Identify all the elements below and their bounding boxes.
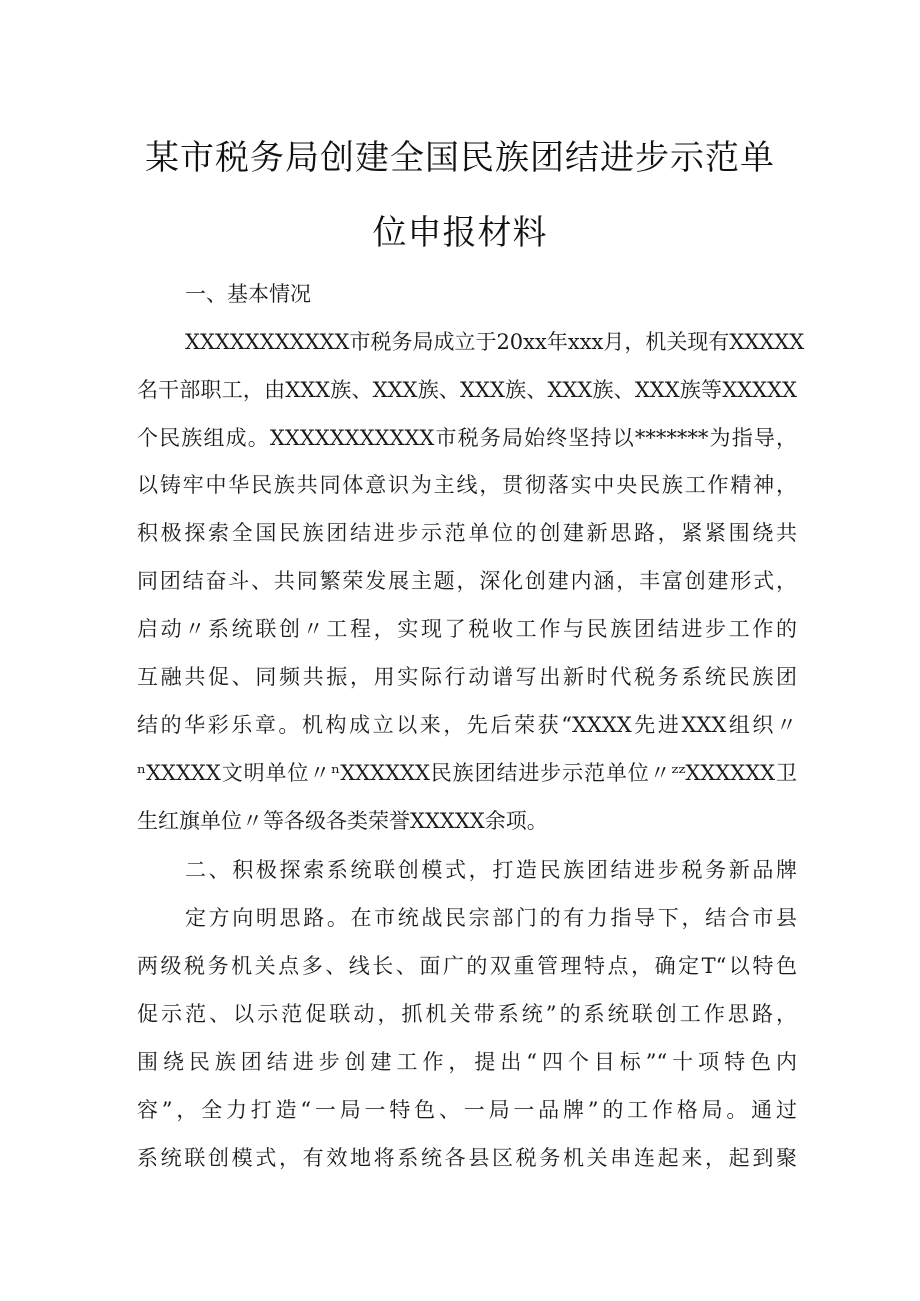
paragraph-line: 互融共促、同频共振，用实际行动谱写出新时代税务系统民族团 bbox=[137, 665, 797, 689]
paragraph-line: XXXXXXXXXXX市税务局成立于20xx年xxx月，机关现有XXXXX bbox=[185, 330, 805, 354]
paragraph-line: ⁿXXXXX文明单位〃ⁿXXXXXX民族团结进步示范单位〃ᶻᶻXXXXXX卫 bbox=[137, 761, 797, 785]
paragraph-line: 定方向明思路。在市统战民宗部门的有力指导下，结合市县 bbox=[185, 906, 797, 930]
paragraph-line: 以铸牢中华民族共同体意识为主线，贯彻落实中央民族工作精神， bbox=[137, 473, 797, 497]
paragraph-line: 生红旗单位〃等各级各类荣誉XXXXX余项。 bbox=[137, 809, 548, 833]
document-title-line-2: 位申报材料 bbox=[372, 213, 548, 253]
section-heading-system-joint-creation: 二、积极探索系统联创模式，打造民族团结进步税务新品牌 bbox=[185, 858, 797, 882]
paragraph-line: 两级税务机关点多、线长、面广的双重管理特点，确定T“以特色 bbox=[137, 954, 797, 978]
paragraph-line: 系统联创模式，有效地将系统各县区税务机关串连起来，起到聚 bbox=[137, 1146, 797, 1170]
document-title-line-1: 某市税务局创建全国民族团结进步示范单 bbox=[145, 138, 775, 178]
paragraph-line: 积极探索全国民族团结进步示范单位的创建新思路，紧紧围绕共 bbox=[137, 521, 797, 545]
paragraph-line: 结的华彩乐章。机构成立以来，先后荣获“XXXX先进XXX组织〃 bbox=[137, 713, 797, 737]
paragraph-line: 促示范、以示范促联动，抓机关带系统”的系统联创工作思路， bbox=[137, 1002, 797, 1026]
paragraph-line: 容”，全力打造“一局一特色、一局一品牌”的工作格局。通过 bbox=[137, 1098, 797, 1122]
paragraph-line: 围绕民族团结进步创建工作，提出“四个目标”“十项特色内 bbox=[137, 1050, 797, 1074]
section-heading-basic-info: 一、基本情况 bbox=[185, 282, 311, 306]
paragraph-line: 同团结奋斗、共同繁荣发展主题，深化创建内涵，丰富创建形式， bbox=[137, 569, 797, 593]
paragraph-line: 名干部职工，由XXX族、XXX族、XXX族、XXX族、XXX族等XXXXX bbox=[137, 378, 797, 402]
paragraph-line: 个民族组成。XXXXXXXXXXX市税务局始终坚持以*******为指导， bbox=[137, 426, 797, 450]
paragraph-line: 启动〃系统联创〃工程，实现了税收工作与民族团结进步工作的 bbox=[137, 617, 797, 641]
